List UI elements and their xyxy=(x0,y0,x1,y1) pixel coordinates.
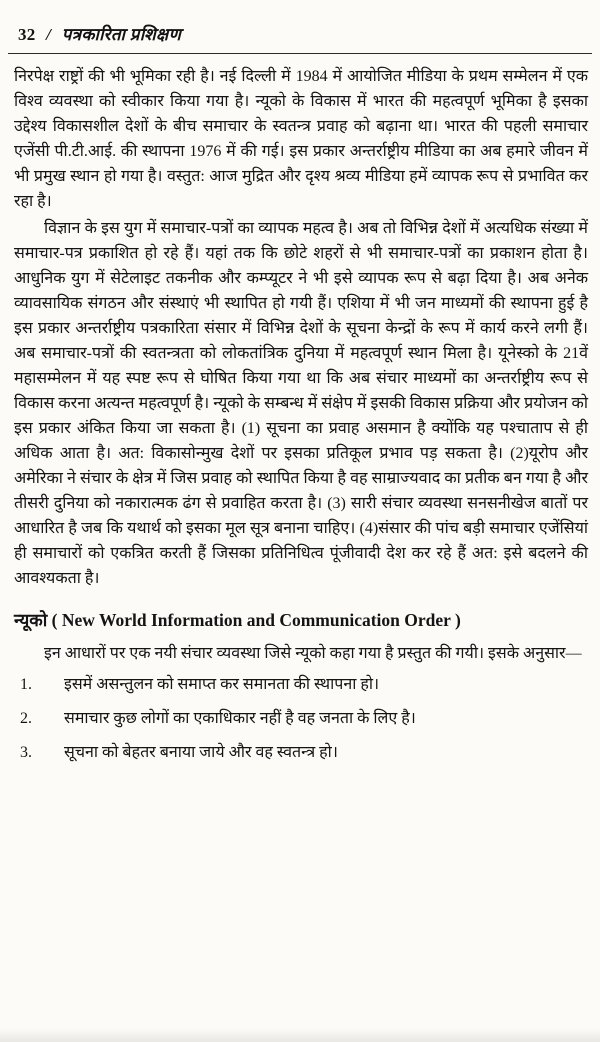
page-header xyxy=(14,20,588,53)
paragraph-1: निरपेक्ष राष्ट्रों की भी भूमिका रही है। नई दिल्ली में 1984 में आयोजित मीडिया के प्रथम सम्मेलन में एक विश्व व्यवस्था को स्वीकार किया गया है। न्यूको के विकास में भारत की महत्वपूर्ण भूमिका है इसका उद्देश्य विकासशील देशों के बीच समाचार के स्वतन्त्र प्रवाह को बढ़ाना था। भारत की पहली समाचार एजेंसी पी.टी.आई. की स्थापना 1976 में की गई। इस प्रकार अन्तर्राष्ट्रीय मीडिया का अब हमारे जीवन में भी प्रमुख स्थान हो गया है। वस्तुत: आज मुद्रित और दृश्य श्रव्य मीडिया हमें व्यापक रूप से प्रभावित कर रहा है। xyxy=(14,68,588,210)
book-title: पत्रकारिता प्रशिक्षण xyxy=(61,25,182,44)
list-item-text: इसमें असन्तुलन को समाप्त कर समानता की स्थापना हो। xyxy=(64,676,380,693)
list-item-number: 1. xyxy=(20,676,32,693)
section-intro: इन आधारों पर एक नयी संचार व्यवस्था जिसे न्यूको कहा गया है प्रस्तुत की गयी। इसके अनुसार— xyxy=(44,645,582,662)
header-separator: / xyxy=(46,25,52,44)
page-number: 32 xyxy=(18,25,36,44)
list-item-number: 3. xyxy=(20,744,32,761)
list-item-text: सूचना को बेहतर बनाया जाये और वह स्वतन्त्र हो। xyxy=(64,744,338,761)
list-item xyxy=(20,672,588,697)
header-rule xyxy=(8,53,592,54)
page-body xyxy=(14,64,588,765)
paragraph-2: विज्ञान के इस युग में समाचार-पत्रों का व्यापक महत्व है। अब तो विभिन्न देशों में अत्यधिक संख्या में समाचार-पत्र प्रकाशित हो रहे हैं। यहां तक कि छोटे शहरों से भी समाचार-पत्रों का प्रकाशन होता है। आधुनिक युग में सेटेलाइट तकनीक और कम्प्यूटर ने भी इसे व्यापक रूप से बढ़ा दिया है। अब अनेक व्यावसायिक संगठन और संस्थाएं भी स्थापित हो गयी हैं। एशिया में भी जन माध्यमों की स्थापना हुई है इस प्रकार अन्तर्राष्ट्रीय पत्रकारिता संसार में विभिन्न देशों के सूचना केन्द्रों के रूप में कार्य करने लगी हैं। अब समाचार-पत्रों की स्वतन्त्रता को लोकतांत्रिक दुनिया में महत्वपूर्ण स्थान मिला है। यूनेस्को के 21वें महासम्मेलन में यह स्पष्ट रूप से घोषित किया गया था कि अब संचार माध्यमों का अन्तर्राष्ट्रीय रूप से विकास करना अत्यन्त महत्वपूर्ण है। न्यूको के सम्बन्ध में संक्षेप में इसकी विकास प्रक्रिया और प्रयोजन को इस प्रकार अंकित किया जा सकता है। (1) सूचना का प्रवाह असमान है क्योंकि यह पश्चाताप से ही अधिक आता है। अत: विकासोन्मुख देशों पर इसका प्रतिकूल प्रभाव पड़ सकता है। (2)यूरोप और अमेरिका ने संचार के क्षेत्र में जिस प्रवाह को स्थापित किया है वह साम्राज्यवाद का प्रतीक बन गया है और तीसरी दुनिया को नकारात्मक ढंग से प्रवाहित करता है। (3) सारी संचार व्यवस्था सनसनीखेज बातों पर आधारित है जब कि यथार्थ को इसका मूल सूत्र बनाना चाहिए। (4)संसार की पांच बड़ी समाचार एजेंसियां ही समाचारों को एकत्रित करती हैं जिसका प्रतिनिधित्व पूंजीवादी देश कर रहे हैं अत: इसे बदलने की आवश्यकता है। xyxy=(14,220,588,587)
list-item-number: 2. xyxy=(20,710,32,727)
list-item-text: समाचार कुछ लोगों का एकाधिकार नहीं है वह जनता के लिए है। xyxy=(64,710,416,727)
nwico-list xyxy=(14,672,588,765)
section-heading: न्यूको ( New World Information and Communication Order ) xyxy=(14,610,461,630)
list-item xyxy=(20,740,588,765)
list-item xyxy=(20,706,588,731)
